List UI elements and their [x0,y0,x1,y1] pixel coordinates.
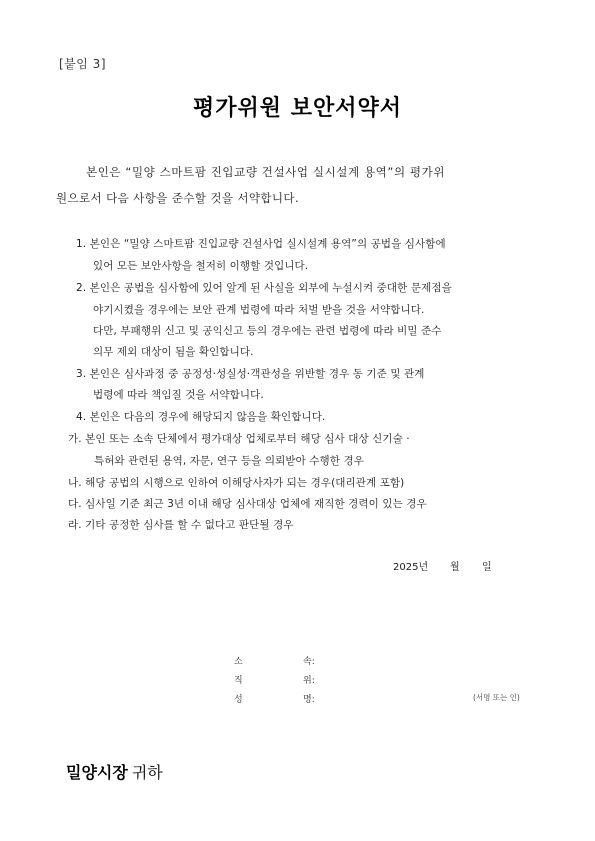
addressee-name: 밀양시장 [66,763,128,782]
signature-note: (서명 또는 인) [473,693,520,702]
sub-item-da: 다. 심사일 기준 최근 3년 이내 해당 심사대상 업체에 재직한 경력이 있는 경우 [68,498,427,510]
position-label-char1: 직 [234,676,243,686]
intro-line-2: 원으로서 다음 사항을 준수할 것을 서약합니다. [56,191,300,205]
pledge-item-3: 3. 본인은 심사과정 중 공정성·성실성·객관성을 위반할 경우 동 기준 및 관계 [76,368,425,380]
date-day: 일 [482,562,492,573]
pledge-item-1: 1. 본인은 “밀양 스마트팜 진입교량 건설사업 실시설계 용역”의 공법을 심사함에 [76,238,446,250]
document-title: 평가위원 보안서약서 [193,96,402,121]
date-month: 월 [450,562,460,573]
sub-item-ga-cont: 특허와 관련된 용역, 자문, 연구 등을 의뢰받아 수행한 경우 [94,455,364,467]
sub-item-ra: 라. 기타 공정한 심사를 할 수 없다고 판단될 경우 [68,519,294,531]
affiliation-label-char2: 속: [303,657,315,667]
intro-line-1: 본인은 “밀양 스마트팜 진입교량 건설사업 실시설계 용역”의 평가위 [86,165,446,179]
pledge-item-1-cont: 있어 모든 보안사항을 철저히 이행할 것입니다. [93,260,309,272]
pledge-item-4: 4. 본인은 다음의 경우에 해당되지 않음을 확인합니다. [76,411,326,423]
affiliation-label-char1: 소 [234,657,243,667]
pledge-item-3-cont: 법령에 따라 책임질 것을 서약합니다. [93,389,264,401]
date-year: 2025년 [393,562,429,573]
name-label-char2: 명: [303,695,315,705]
attachment-label: [붙임 3] [59,57,106,71]
pledge-item-2-cont: 의무 제외 대상이 됨을 확인합니다. [93,346,254,358]
sub-item-ga: 가. 본인 또는 소속 단체에서 평가대상 업체로부터 해당 심사 대상 신기술 · [68,433,410,445]
pledge-item-2-cont: 야기시켰을 경우에는 보안 관계 법령에 따라 처벌 받을 것을 서약합니다. [93,304,425,316]
pledge-item-2-cont: 다만, 부패행위 신고 및 공익신고 등의 경우에는 관련 법령에 따라 비밀 준수 [93,325,442,337]
addressee-suffix: 귀하 [131,763,163,782]
pledge-item-2: 2. 본인은 공법을 심사함에 있어 알게 된 사실을 외부에 누설시켜 중대한 문제점을 [76,282,452,294]
name-label-char1: 성 [234,695,243,705]
sub-item-na: 나. 해당 공법의 시행으로 인하여 이해당사자가 되는 경우(대리관계 포함) [68,477,405,489]
addressee [66,760,163,783]
position-label-char2: 위: [303,676,315,686]
